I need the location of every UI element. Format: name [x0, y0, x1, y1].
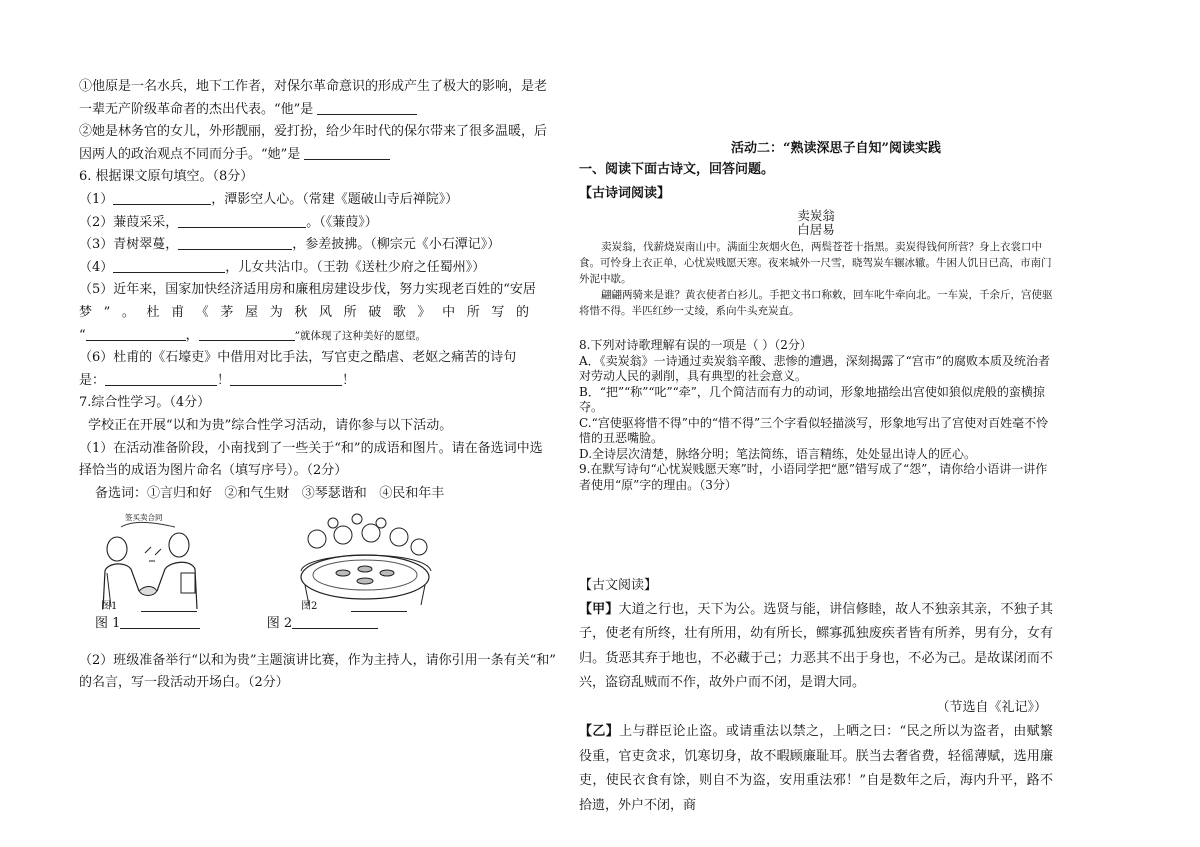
q8-option-b: B．“把”“称”“叱”“牵”，几个简洁而有力的动词，形象地描绘出宫使如狼似虎般的蛮横掠夺。 — [579, 384, 1045, 415]
q5-item2-line1: ②她是林务官的女儿，外形靓丽，爱打扮，给少年时代的保尔带来了很多温暖，后 — [79, 124, 548, 140]
q6-item2 — [79, 212, 529, 235]
q7-part2-line2: 的名言，写一段活动开场白。（2分） — [79, 675, 289, 691]
q7-part2-line1: （2）班级准备举行“以和为贵”主题演讲比赛，作为主持人，请你引用一条有关“和” — [79, 652, 556, 668]
q8-option-a: A．《卖炭翁》一诗通过卖炭翁辛酸、悲惨的遭遇，深刻揭露了“宫市”的腐败本质及统治者对劳动人民的剥削，具有典型的社会意义。 — [579, 353, 1050, 384]
q5-item1-text: 一辈无产阶级革命者的杰出代表。“他”是 — [79, 101, 314, 117]
passage-yi — [579, 720, 1053, 818]
q7-options: 备选词：①言归和好 ②和气生财 ③琴瑟谐和 ④民和年丰 — [95, 485, 445, 501]
passage-jia-label: 【甲】 — [579, 601, 619, 617]
q6-item6-prefix: 是： — [79, 372, 106, 388]
answer-blank[interactable] — [120, 614, 200, 629]
open-quote: “ — [79, 327, 86, 343]
figure-row — [79, 511, 529, 611]
passage-jia-source: （节选自《礼记》） — [936, 699, 1047, 715]
q6-item4-suffix: ，儿女共沾巾。（王勃《送杜少府之任蜀州》） — [225, 259, 486, 275]
passage-jia-text: 大道之行也，天下为公。选贤与能，讲信修睦，故人不独亲其亲，不独子其子，使老有所终，壮有所用，幼有所长，鳏寡孤独废疾者皆有所养，男有分，女有归。货恶其弃于地也，不必藏于己；力恶其不出于身也，不必为己。是故谋闭而不兴，盗窃乱贼而不作，故外户而不闭，是谓大同。 — [579, 601, 1053, 691]
poem-author: 白居易 — [797, 222, 835, 238]
poem-paragraph-1: 卖炭翁，伐薪烧炭南山中。满面尘灰烟火色，两鬓苍苍十指黑。卖炭得钱何所营？身上衣裳口中食。可怜身上衣正单，心忧炭贱愿天寒。夜来城外一尺雪，晓驾炭车辗冰辙。牛困人饥日已高，市南门外泥中歇。 — [579, 241, 1052, 286]
q6-item5-line3 — [79, 325, 529, 348]
activity-title: 活动二：“熟读深思子自知”阅读实践 — [731, 141, 941, 156]
answer-blank[interactable] — [317, 100, 417, 115]
q6-item4-prefix: （4） — [79, 259, 114, 275]
q6-item3-suffix: ，参差披拂。（柳宗元《小石潭记》） — [292, 237, 501, 253]
q6-item5-suffix: ”就体现了这种美好的愿望。 — [294, 329, 427, 342]
q7-intro: 学校正在开展“以和为贵”综合性学习活动，请你参与以下活动。 — [88, 417, 453, 433]
q8-option-c: C.“宫使驱将惜不得”中的“惜不得”三个字看似轻描淡写，形象地写出了宫使对百姓毫不怜惜的丑恶嘴脸。 — [579, 415, 1049, 446]
figure-2-label: 图 2 — [266, 616, 293, 632]
answer-blank[interactable] — [351, 597, 407, 612]
answer-blank[interactable] — [199, 326, 295, 341]
figure-1-handshake — [95, 511, 207, 611]
answer-blank[interactable] — [178, 213, 306, 228]
answer-blank[interactable] — [113, 190, 211, 205]
q6-item2-suffix: 。（《蒹葭》） — [306, 214, 378, 230]
exclamation-mark: ！ — [342, 372, 356, 388]
comma: ， — [185, 327, 199, 343]
q6-item3 — [79, 234, 529, 257]
q6-item1-suffix: ，潭影空人心。（常建《题破山寺后禅院》） — [211, 191, 459, 207]
q5-item1-line1: ①他原是一名水兵，地下工作者，对保尔革命意识的形成产生了极大的影响，是老 — [79, 79, 548, 94]
q7-part1-line1: （1）在活动准备阶段，小南找到了一些关于“和”的成语和图片。请在备选词中选 — [79, 440, 543, 456]
answer-blank[interactable] — [141, 597, 197, 612]
figure-1-sign-text: 签买卖合同 — [125, 513, 163, 523]
question-6-title: 6. 根据课文原句填空。（8分） — [79, 169, 254, 185]
q6-item6-line2 — [79, 370, 529, 393]
prose-section — [579, 575, 1053, 818]
poem-paragraph-2: 翩翩两骑来是谁？黄衣使者白衫儿。手把文书口称敕，回车叱牛牵向北。一车炭，千余斤，宫使驱将惜不得。半匹红纱一丈绫，系向牛头充炭直。 — [579, 289, 1053, 318]
answer-blank[interactable] — [304, 145, 390, 160]
q8-option-d: D.全诗层次清楚，脉络分明；笔法简练，语言精练，处处显出诗人的匠心。 — [579, 446, 977, 461]
q6-item3-prefix: （3）青树翠蔓， — [79, 237, 179, 253]
q6-item4 — [79, 257, 529, 280]
q6-item2-prefix: （2）蒹葭采采， — [79, 214, 179, 230]
q6-item1 — [79, 189, 529, 212]
answer-blank[interactable] — [113, 258, 225, 273]
right-column — [579, 138, 1053, 813]
passage-yi-text: 上与群臣论止盗。或请重法以禁之，上哂之曰：“民之所以为盗者，由赋繁役重，官吏贪求，饥寒切身，故不暇顾廉耻耳。朕当去奢省费，轻徭薄赋，选用廉吏，使民衣食有馀，则自不为盗，安用重法邪！”自是数年之后，海内升平，路不拾遗，外户不闭，商 — [579, 724, 1053, 813]
prose-heading: 【古文阅读】 — [579, 578, 658, 593]
figure-1-caption: 图1 — [101, 601, 118, 613]
passage-yi-label: 【乙】 — [579, 724, 620, 740]
q5-item2-line2 — [79, 144, 529, 167]
figure-2-caption: 图2 — [301, 601, 318, 613]
question-9: 9.在默写诗句“心忧炭贱愿天寒”时，小语同学把“愿”错写成了“怨”，请你给小语讲一讲作者使用“原”字的理由。（3分） — [579, 462, 1048, 492]
q7-part1-line2: 择恰当的成语为图片命名（填写序号）。（2分） — [79, 463, 348, 479]
passage-jia — [579, 598, 1053, 696]
q8-stem: 8.下列对诗歌理解有误的一项是（ ）（2分） — [579, 338, 812, 353]
answer-blank[interactable] — [178, 235, 292, 250]
answer-blank[interactable] — [86, 326, 186, 341]
figure-2-banquet — [295, 511, 435, 611]
q6-item6-line1: （6）杜甫的《石壕吏》中借用对比手法，写官吏之酷虐、老妪之痛苦的诗句 — [79, 350, 517, 366]
answer-blank[interactable] — [105, 371, 217, 386]
q5-item1-line2 — [79, 99, 529, 122]
poem-heading: 【古诗词阅读】 — [579, 185, 671, 201]
q6-item5-line2: 梦”。杜甫《茅屋为秋风所破歌》中所写的 — [79, 304, 529, 320]
answer-blank[interactable] — [230, 371, 342, 386]
question-7-title: 7.综合性学习。（4分） — [79, 395, 211, 411]
poem-title: 卖炭翁 — [797, 208, 835, 224]
exclamation-mark: ！ — [217, 372, 231, 388]
left-column — [79, 76, 556, 695]
figure-1-label: 图 1 — [95, 616, 121, 632]
figure-answer-row — [79, 613, 529, 636]
section-heading: 一、阅读下面古诗文，回答问题。 — [579, 161, 775, 177]
q6-item5-line1: （5）近年来，国家加快经济适用房和廉租房建设步伐，努力实现老百姓的“安居 — [79, 282, 536, 298]
q6-item1-prefix: （1） — [79, 191, 114, 207]
q5-item2-text: 因两人的政治观点不同而分手。“她”是 — [79, 146, 301, 162]
answer-blank[interactable] — [292, 614, 378, 629]
